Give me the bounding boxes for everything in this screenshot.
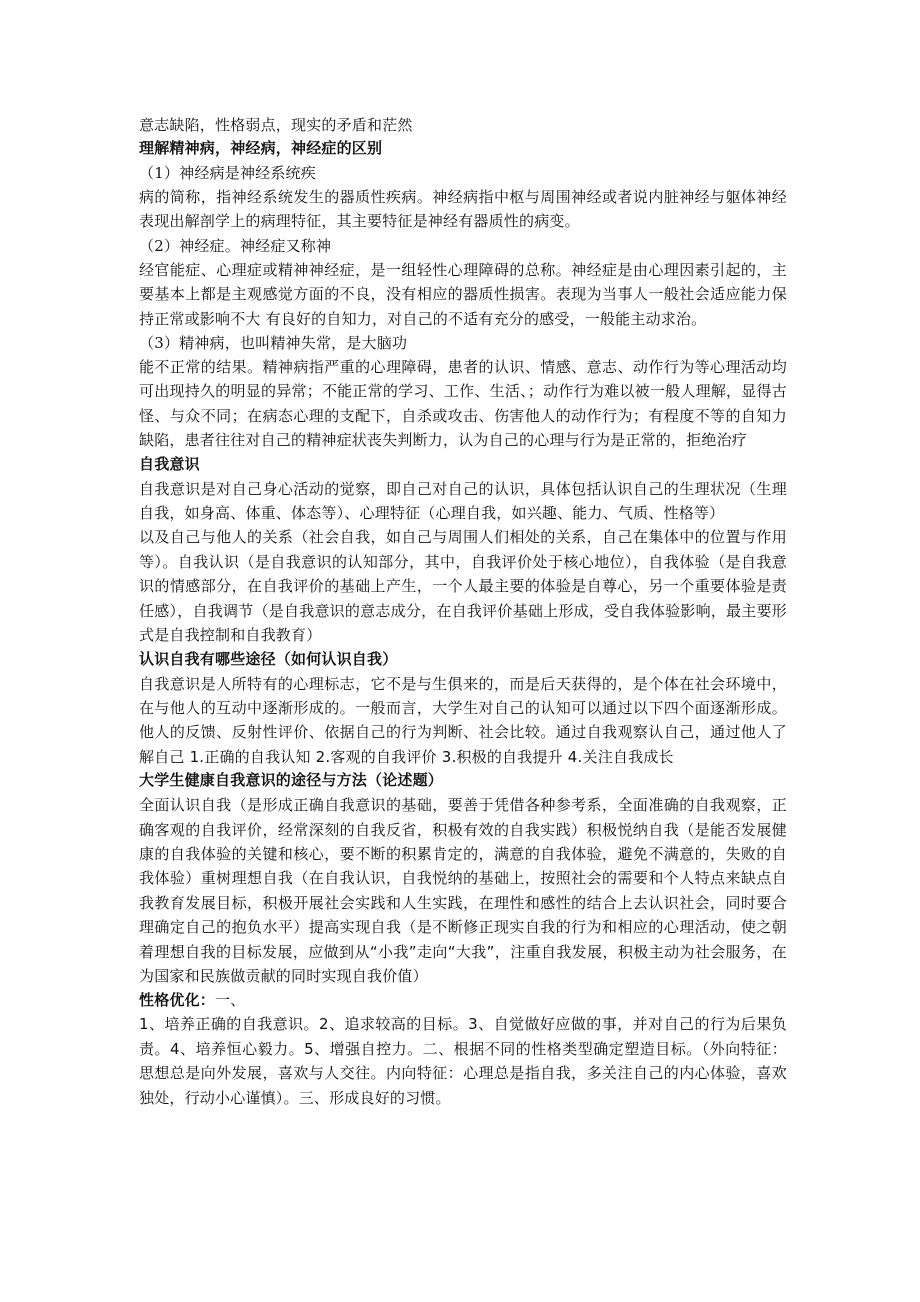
item-title-neurosis: （2）神经症。神经症又称神: [139, 236, 332, 255]
section-heading-self-awareness: 自我意识: [139, 455, 200, 473]
item-body-neuropathy: 病的简称，指神经系统发生的器质性疾病。神经病指中枢与周围神经或者说内脏神经与躯体神经表现出解剖学上的病理特征，其主要特征是神经有器质性的病变。: [139, 188, 787, 231]
personality-paragraph: 1、培养正确的自我意识。2、追求较高的目标。3、自觉做好应做的事，并对自己的行为后果负责。4、培养恒心毅力。5、增强自控力。二、根据不同的性格类型确定塑造目标。（外向特征：思想总是向外发展，喜欢与人交往。内向特征：心理总是指自我，多关注自己的内心体验，喜欢独处，行动小心谨慎）。三、形成良好的习惯。: [139, 1015, 787, 1107]
item-body-psychosis: 能不正常的结果。精神病指严重的心理障碍，患者的认识、情感、意志、动作行为等心理活动均可出现持久的明显的异常；不能正常的学习、工作、生活、；动作行为难以被一般人理解，显得古怪、与众不同；在病态心理的支配下，自杀或攻击、伤害他人的动作行为；有程度不等的自知力缺陷，患者往往对自己的精神症状丧失判断力，认为自己的心理与行为是正常的，拒绝治疗: [139, 358, 787, 450]
item-title-neuropathy: （1）神经病是神经系统疾: [139, 164, 316, 182]
section-heading-distinction: 理解精神病，神经病，神经症的区别: [139, 140, 383, 157]
intro-line: 意志缺陷，性格弱点，现实的矛盾和茫然: [139, 116, 413, 134]
personality-heading-suffix: 一、: [215, 991, 246, 1010]
section-heading-personality-row: [139, 988, 787, 1012]
self-awareness-paragraph-2: 以及自己与他人的关系（社会自我，如自己与周围人们相处的关系，自己在集体中的位置与作用等）。自我认识（是自我意识的认知部分，其中，自我评价处于核心地位），自我体验（是自我意识的情感部分，在自我评价的基础上产生，一个人最主要的体验是自尊心，另一个重要体验是责任感），自我调节（是自我意识的意志成分，在自我评价基础上形成，受自我体验影响，最主要形式是自我控制和自我教育）: [139, 528, 787, 645]
know-self-paragraph: 自我意识是人所特有的心理标志，它不是与生俱来的，而是后天获得的，是个体在社会环境中，在与他人的互动中逐渐形成的。一般而言，大学生对自己的认知可以通过以下四个面逐渐形成。他人的反馈、反射性评价、依据自己的行为判断、社会比较。通过自我观察认自己，通过他人了解自己 1.正确的自我认知 2.客观的自我评价 3.积极的自我提升 4.关注自我成长: [139, 674, 787, 766]
section-heading-personality: 性格优化：: [139, 992, 216, 1010]
item-body-neurosis: 经官能症、心理症或精神神经症，是一组轻性心理障碍的总称。神经症是由心理因素引起的，主要基本上都是主观感觉方面的不良，没有相应的器质性损害。表现为当事人一般社会适应能力保持正常或影响不大 有良好的自知力，对自己的不适有充分的感受，一般能主动求治。: [139, 260, 787, 328]
section-heading-know-self: 认识自我有哪些途径（如何认识自我）: [139, 650, 398, 668]
self-awareness-paragraph-1: 自我意识是对自己身心活动的觉察，即自己对自己的认识，具体包括认识自己的生理状况（生理自我，如身高、体重、体态等）、心理特征（心理自我，如兴趣、能力、气质、性格等）: [139, 479, 787, 523]
healthy-self-paragraph: 全面认识自我（是形成正确自我意识的基础，要善于凭借各种参考系，全面准确的自我观察，正确客观的自我评价，经常深刻的自我反省，积极有效的自我实践）积极悦纳自我（是能否发展健康的自我体验的关键和核心，要不断的积累肯定的，满意的自我体验，避免不满意的，失败的自我体验）重树理想自我（在自我认识，自我悦纳的基础上，按照社会的需要和个人特点来缺点自我教育发展目标，积极开展社会实践和人生实践，在理性和感性的结合上去认识社会，同时要合理确定自己的抱负水平）提高实现自我（是不断修正现实自我的行为和相应的心理活动，使之朝着理想自我的目标发展，应做到从“小我”走向“大我”，注重自我发展，积极主动为社会服务，在为国家和民族做贡献的同时实现自我价值）: [139, 796, 787, 985]
document-page: [139, 113, 787, 1110]
section-heading-healthy-self: 大学生健康自我意识的途径与方法（论述题）: [139, 772, 444, 790]
item-title-psychosis: （3）精神病，也叫精神失常，是大脑功: [139, 334, 408, 353]
